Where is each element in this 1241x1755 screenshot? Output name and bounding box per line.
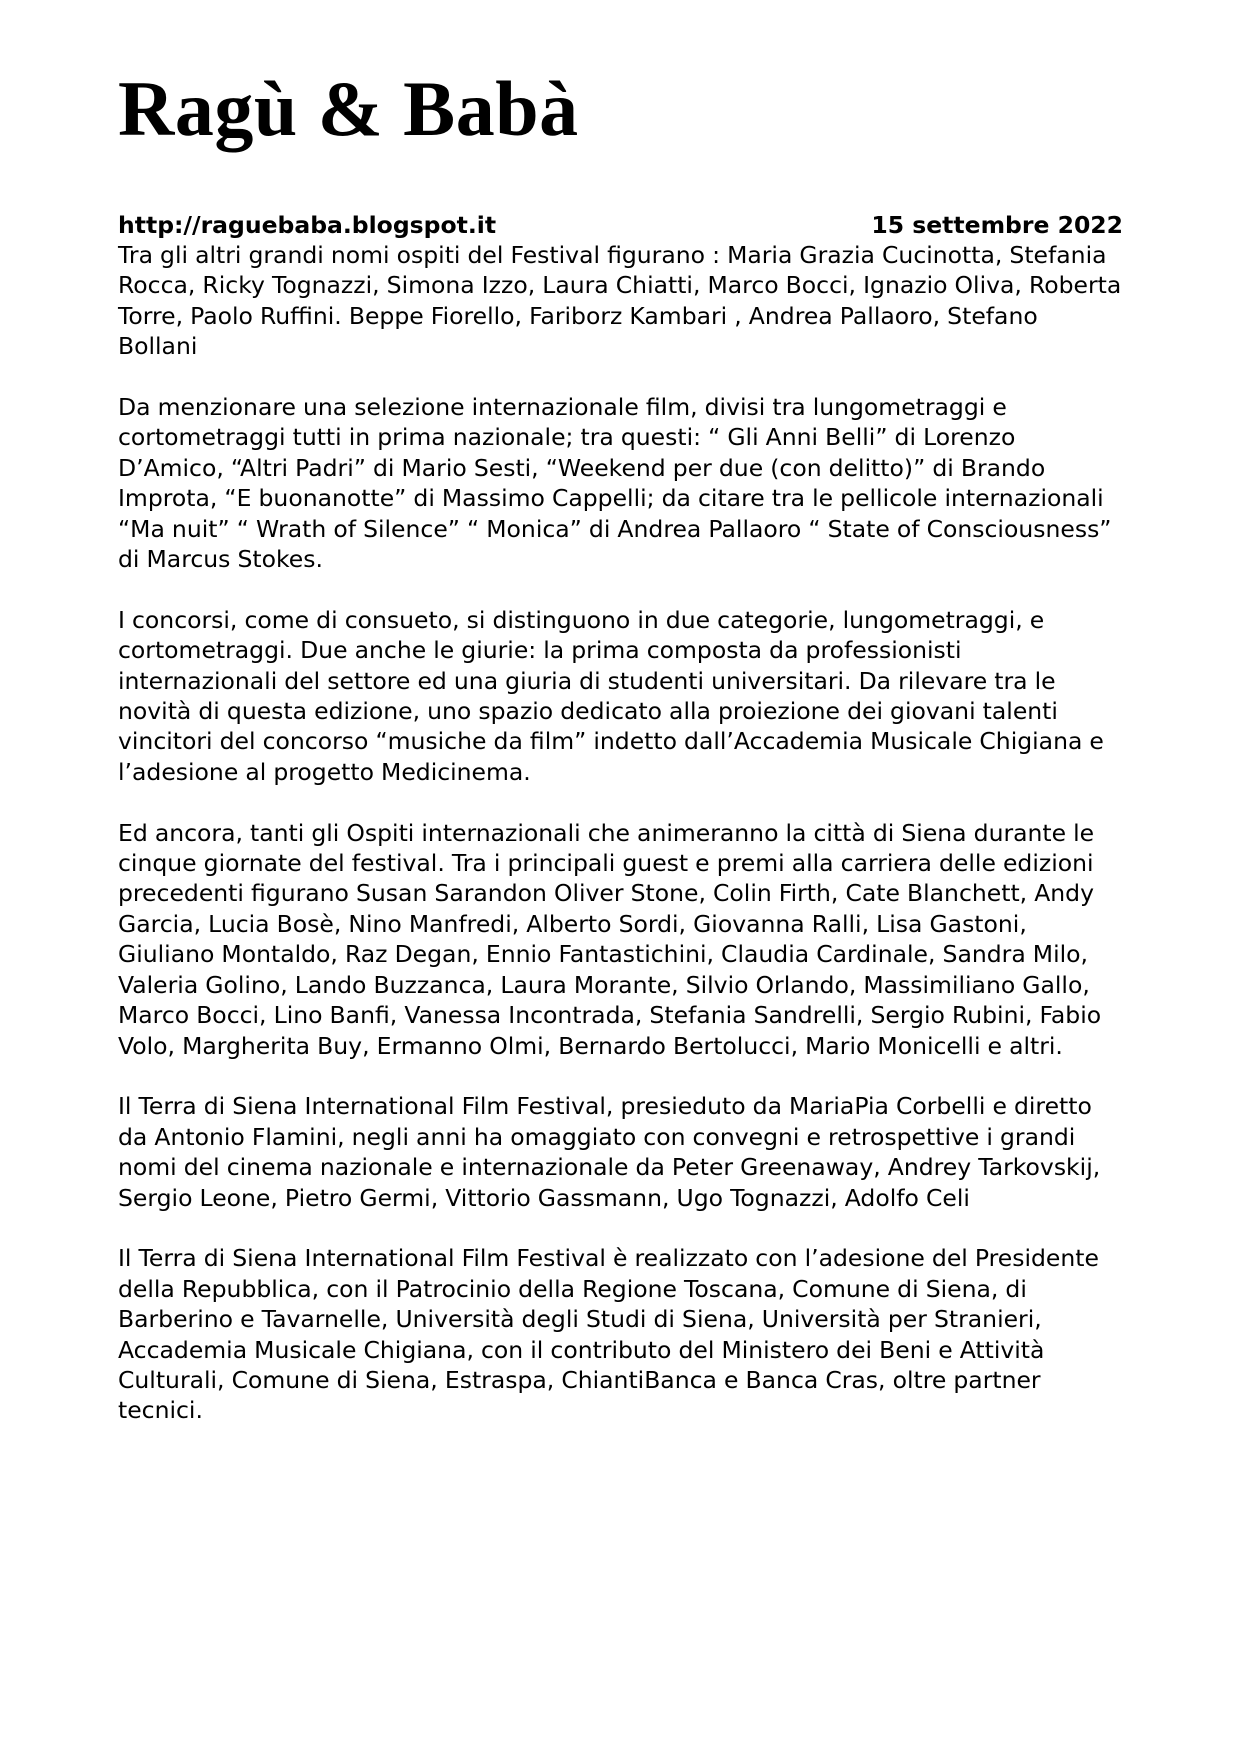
article-paragraph: Ed ancora, tanti gli Ospiti internazionali che animeranno la città di Siena durante le cinque giornate del festival. Tra i principali guest e premi alla carriera delle edizioni precedenti figurano Susan Sarandon Oliver Stone, Colin Firth, Cate Blanchett, Andy Garcia, Lucia Bosè, Nino Manfredi, Alberto Sordi, Giovanna Ralli, Lisa Gastoni, Giuliano Montaldo, Raz Degan, Ennio Fantastichini, Claudia Cardinale, Sandra Milo, Valeria Golino, Lando Buzzanca, Laura Morante, Silvio Orlando, Massimiliano Gallo, Marco Bocci, Lino Banfi, Vanessa Incontrada, Stefania Sandrelli, Sergio Rubini, Fabio Volo, Margherita Buy, Ermanno Olmi, Bernardo Bertolucci, Mario Monicelli e altri. [118,818,1102,1060]
article-paragraph: Il Terra di Siena International Film Festival, presieduto da MariaPia Corbelli e diretto da Antonio Flamini, negli anni ha omaggiato con convegni e retrospettive i grandi nomi del cinema nazionale e internazionale da Peter Greenaway, Andrey Tarkovskij, Sergio Leone, Pietro Germi, Vittorio Gassmann, Ugo Tognazzi, Adolfo Celi [118,1092,1101,1212]
meta-row [118,210,1123,240]
article-body [118,240,1123,1426]
publication-date: 15 settembre 2022 [871,211,1123,239]
publication-title: Ragù & Babà [118,65,579,152]
article-paragraph: Da menzionare una selezione internazionale film, divisi tra lungometraggi e cortometraggi tutti in prima nazionale; tra questi: “ Gli Anni Belli” di Lorenzo D’Amico, “Altri Padri” di Mario Sesti, “Weekend per due (con delitto)” di Brando Improta, “E buonanotte” di Massimo Cappelli; da citare tra le pellicole internazionali “Ma nuit” “ Wrath of Silence” “ Monica” di Andrea Pallaoro “ State of Consciousness” di Marcus Stokes. [118,393,1112,574]
article-paragraph: I concorsi, come di consueto, si distinguono in due categorie, lungometraggi, e cortometraggi. Due anche le giurie: la prima composta da professionisti internazionali del settore ed una giuria di studenti universitari. Da rilevare tra le novità di questa edizione, uno spazio dedicato alla proiezione dei giovani talenti vincitori del concorso “musiche da film” indetto dall’Accademia Musicale Chigiana e l’adesione al progetto Medicinema. [118,605,1104,786]
source-url: http://raguebaba.blogspot.it [118,211,497,239]
article-paragraph: Il Terra di Siena International Film Festival è realizzato con l’adesione del Presidente della Repubblica, con il Patrocinio della Regione Toscana, Comune di Siena, di Barberino e Tavarnelle, Università degli Studi di Siena, Università per Stranieri, Accademia Musicale Chigiana, con il contributo del Ministero dei Beni e Attività Culturali, Comune di Siena, Estraspa, ChiantiBanca e Banca Cras, oltre partner tecnici. [118,1244,1099,1425]
article-page [118,65,1123,1456]
article-paragraph: Tra gli altri grandi nomi ospiti del Festival figurano : Maria Grazia Cucinotta, Stefania Rocca, Ricky Tognazzi, Simona Izzo, Laura Chiatti, Marco Bocci, Ignazio Oliva, Roberta Torre, Paolo Ruffini. Beppe Fiorello, Fariborz Kambari , Andrea Pallaoro, Stefano Bollani [118,241,1122,361]
